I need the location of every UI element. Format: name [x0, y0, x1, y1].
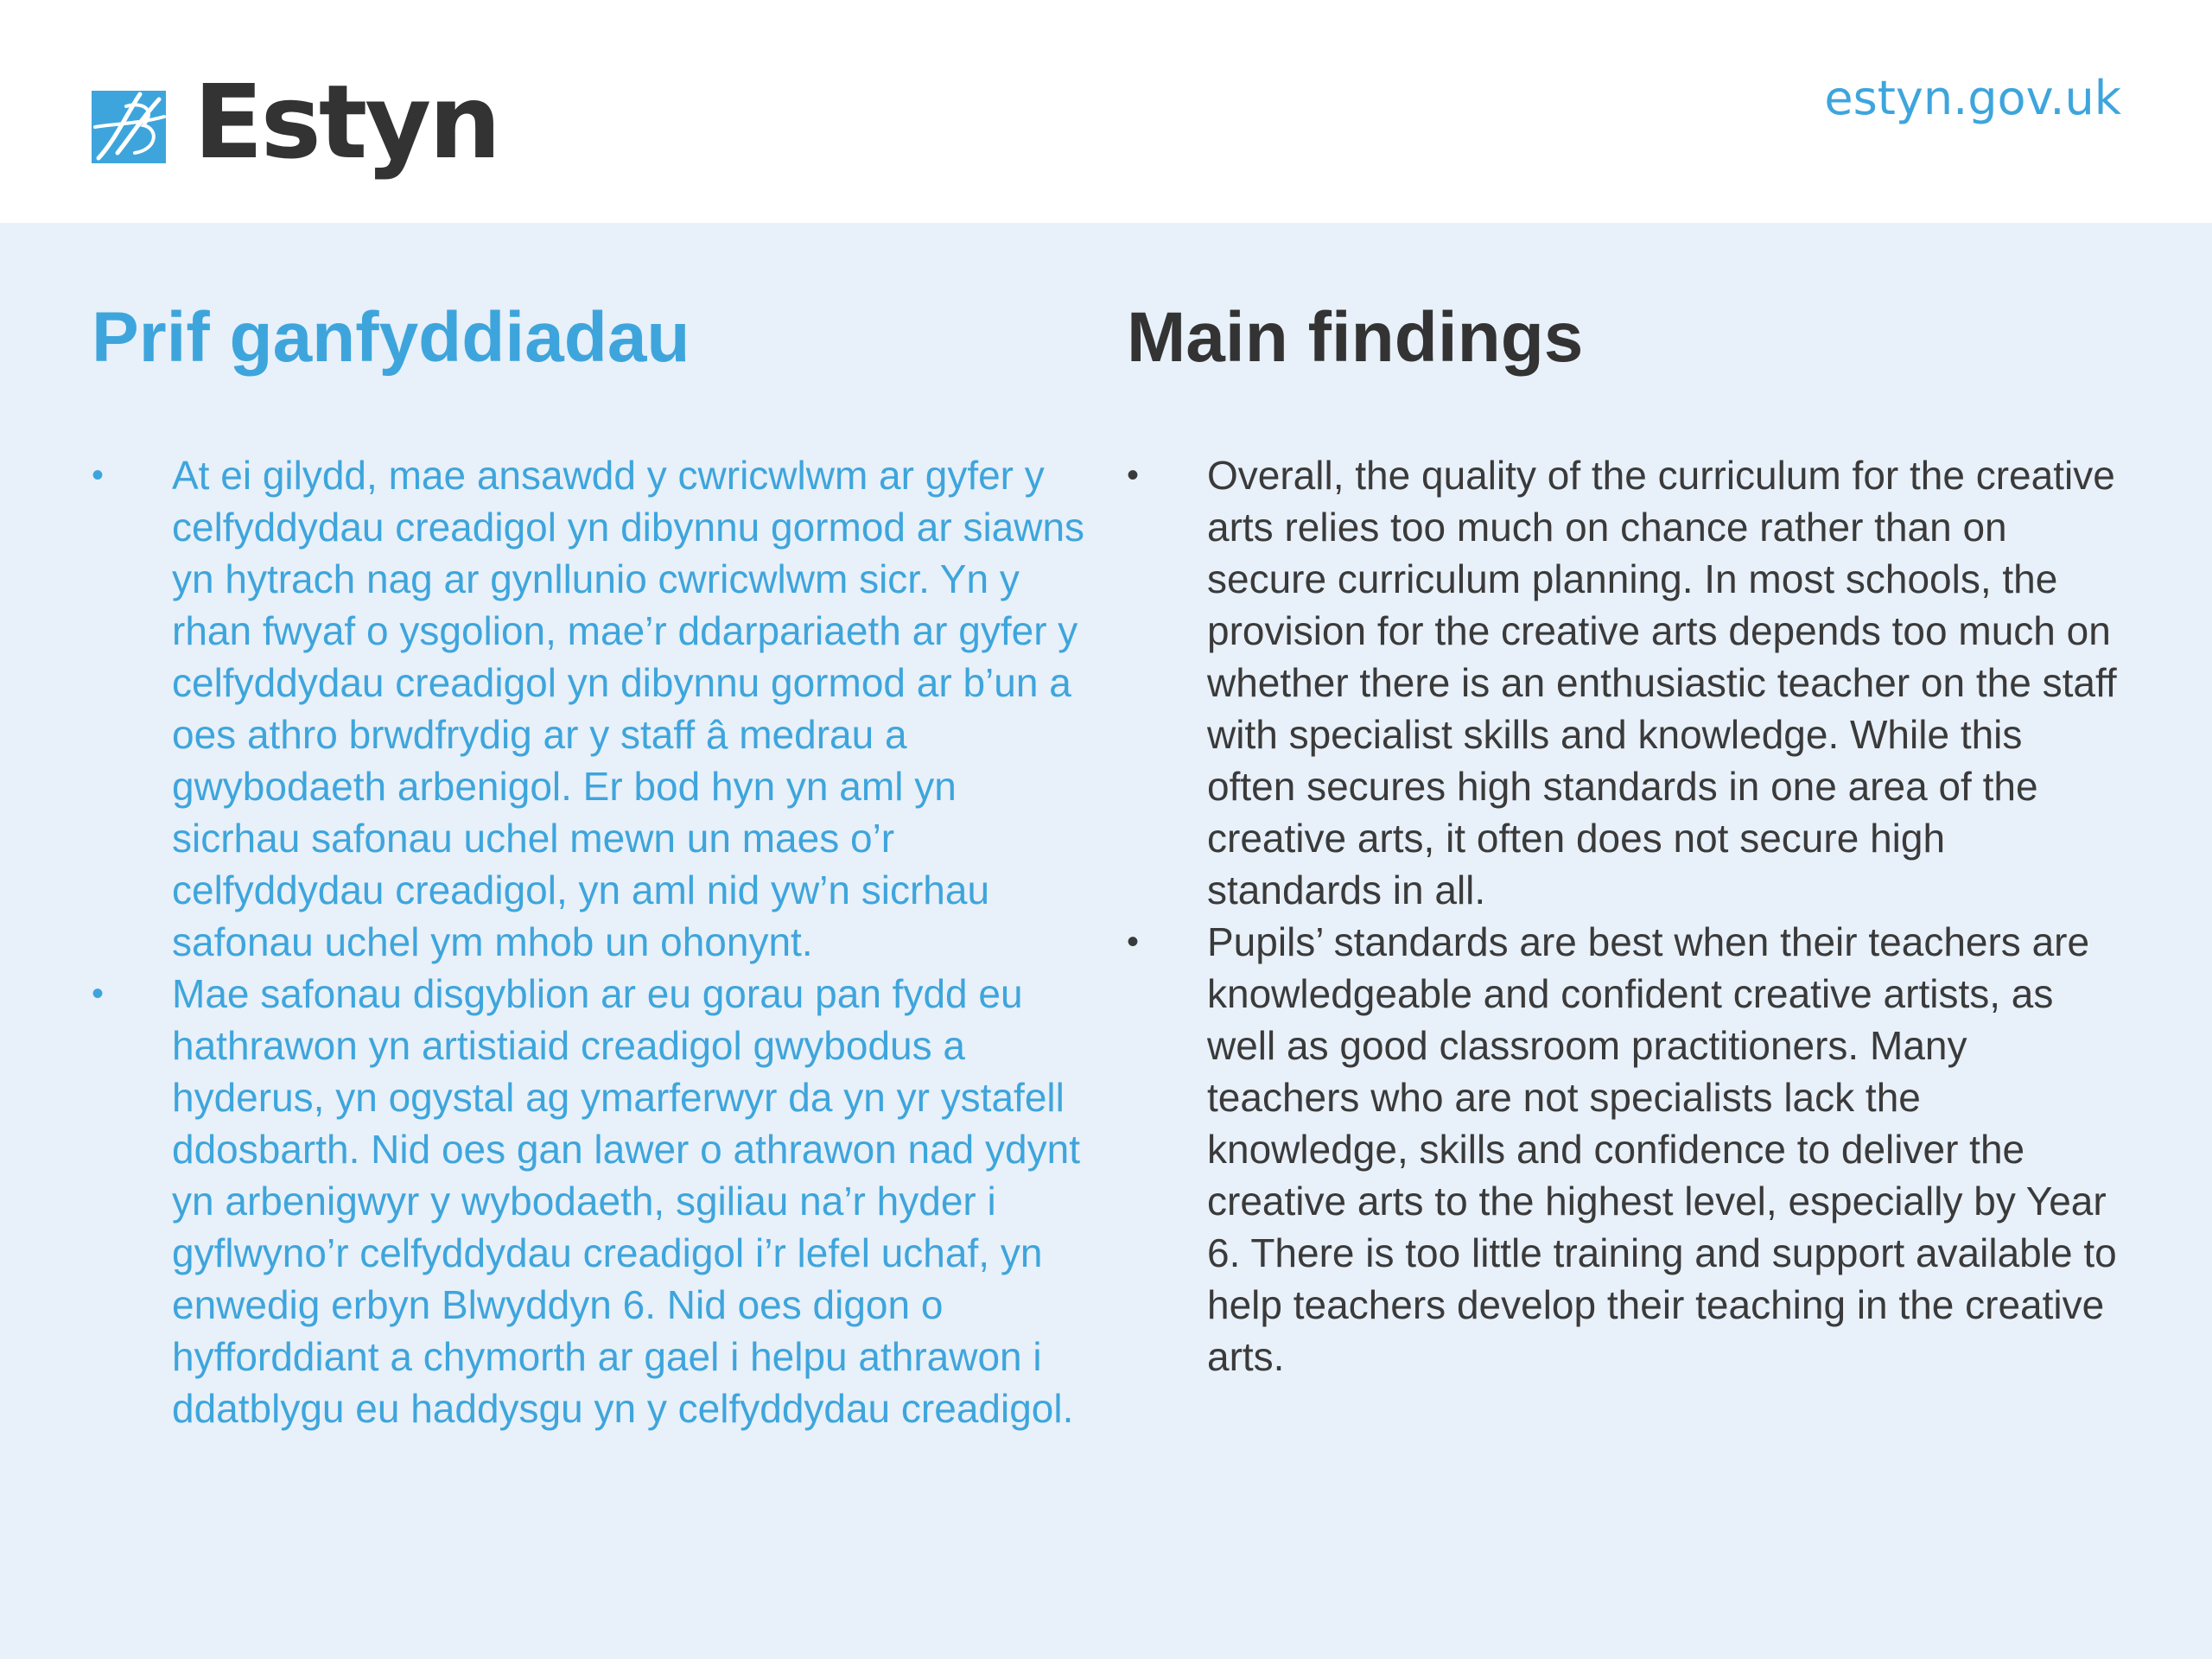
welsh-heading: Prif ganfyddiadau [92, 298, 690, 377]
english-heading: Main findings [1127, 298, 1584, 377]
english-findings-list [1127, 449, 2120, 1382]
estyn-logo-icon [92, 89, 168, 165]
brand-name: Estyn [194, 62, 499, 181]
estyn-logo[interactable] [92, 62, 499, 181]
list-item [92, 449, 1085, 968]
site-url-link[interactable]: estyn.gov.uk [1824, 71, 2121, 125]
bullet-icon: • [92, 456, 105, 494]
welsh-findings-list [92, 449, 1085, 1434]
list-item [1127, 449, 2120, 916]
list-item [1127, 916, 2120, 1382]
page-header [0, 0, 2212, 223]
bullet-icon: • [92, 975, 105, 1013]
bullet-icon: • [1127, 923, 1140, 961]
welsh-finding-2: Mae safonau disgyblion ar eu gorau pan fydd eu hathrawon yn artistiaid creadigol gwybodus a hyderus, yn ogystal ag ymarferwyr da yn yr ystafell ddosbarth. Nid oes gan lawer o athrawon nad ydynt yn arbenigwyr y wybodaeth, sgiliau na’r hyder i gyflwyno’r celfyddydau creadigol i’r lefel uchaf, yn enwedig erbyn Blwyddyn 6. Nid oes digon o hyfforddiant a chymorth ar gael i helpu athrawon i ddatblygu eu haddysgu yn y celfyddydau creadigol. [172, 971, 1080, 1431]
list-item [92, 968, 1085, 1434]
welsh-finding-1: At ei gilydd, mae ansawdd y cwricwlwm ar gyfer y celfyddydau creadigol yn dibynnu gormod ar siawns yn hytrach nag ar gynllunio cwricwlwm sicr. Yn y rhan fwyaf o ysgolion, mae’r ddarpariaeth ar gyfer y celfyddydau creadigol yn dibynnu gormod ar b’un a oes athro brwdfrydig ar y staff â medrau a gwybodaeth arbenigol. Er bod hyn yn aml yn sicrhau safonau uchel mewn un maes o’r celfyddydau creadigol, yn aml nid yw’n sicrhau safonau uchel ym mhob un ohonynt. [172, 453, 1085, 964]
bullet-icon: • [1127, 456, 1140, 494]
english-finding-1: Overall, the quality of the curriculum for the creative arts relies too much on chance rather than on secure curriculum planning. In most schools, the provision for the creative arts depends too much on whether there is an enthusiastic teacher on the staff with specialist skills and knowledge. While this often secures high standards in one area of the creative arts, it often does not secure high standards in all. [1207, 453, 2117, 912]
english-finding-2: Pupils’ standards are best when their teachers are knowledgeable and confident creative artists, as well as good classroom practitioners. Many teachers who are not specialists lack the knowledge, skills and confidence to deliver the creative arts to the highest level, especially by Year 6. There is too little training and support available to help teachers develop their teaching in the creative arts. [1207, 919, 2117, 1379]
main-findings-panel [0, 223, 2212, 1659]
